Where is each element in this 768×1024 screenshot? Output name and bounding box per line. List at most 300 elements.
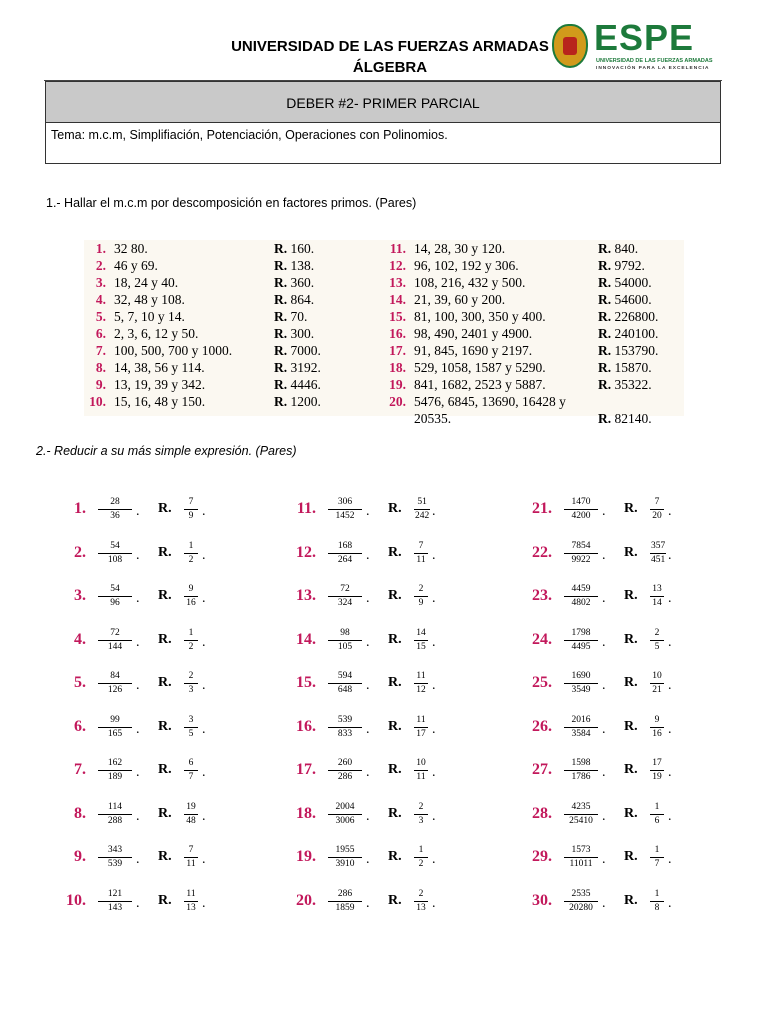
lcm-list-left (84, 240, 384, 410)
fraction-denominator: 9922 (564, 553, 598, 567)
fraction-denominator: 21 (650, 683, 664, 697)
fraction-denominator: 2 (184, 640, 198, 654)
exercise-number: 23. (532, 587, 552, 604)
period: . (136, 721, 140, 737)
exercise-number: 16. (296, 717, 316, 735)
exercise-numbers: 32 80. (114, 241, 148, 256)
fraction-denominator: 11 (414, 770, 428, 784)
fraction-exercise-row (514, 534, 744, 574)
fraction-exercise-row (278, 838, 508, 878)
period: . (432, 591, 436, 606)
answer-label: R. (274, 258, 288, 273)
period: . (136, 808, 140, 824)
fraction-exercise-row (278, 577, 508, 617)
answer-fraction (414, 496, 430, 523)
period: . (432, 852, 436, 867)
question-fraction (98, 627, 132, 654)
answer-fraction (414, 540, 428, 567)
period: . (668, 808, 672, 824)
lcm-exercise-item (384, 342, 684, 359)
period: . (136, 765, 140, 780)
answer-label: R. (274, 326, 288, 341)
period: . (202, 895, 206, 911)
question-fraction (564, 888, 598, 915)
lcm-exercise-item (384, 325, 684, 342)
logo-wordmark: ESPE (594, 17, 695, 58)
fraction-exercise-row (278, 621, 508, 661)
fraction-numerator: 6 (188, 758, 194, 768)
answer-label: R. (274, 241, 288, 256)
exercise-answer: R. 360. (274, 275, 315, 290)
exercise-1-heading: 1.- Hallar el m.c.m por descomposición en factores primos. (Pares) (46, 196, 417, 210)
answer-fraction (184, 496, 198, 523)
fraction-numerator: 14 (416, 627, 426, 638)
fraction-denominator: 13 (414, 901, 428, 915)
period: . (366, 547, 370, 563)
question-fraction (98, 670, 132, 697)
exercise-answer: R. 54600. (598, 292, 652, 307)
fraction-numerator: 306 (337, 497, 353, 507)
answer-label: R. (274, 292, 288, 307)
question-fraction (328, 496, 362, 523)
period: . (136, 895, 140, 911)
exercise-answer: R. 153790. (598, 343, 659, 358)
question-fraction (98, 844, 132, 871)
fraction-numerator: 7 (188, 497, 194, 507)
question-fraction (564, 670, 598, 697)
period: . (202, 547, 206, 563)
question-fraction (564, 714, 598, 741)
answer-label: R. (388, 501, 402, 516)
exercise-answer: R. 82140. (598, 411, 652, 426)
fraction-denominator: 143 (98, 901, 132, 915)
answer-label: R. (274, 394, 288, 409)
answer-label: R. (624, 849, 638, 864)
exercise-number: 12. (296, 543, 316, 561)
period: . (668, 678, 672, 693)
exercise-number: 26. (532, 717, 552, 735)
exercise-number: 20. (389, 394, 406, 409)
period: . (366, 808, 370, 824)
fraction-exercise-grid (48, 490, 738, 930)
lcm-exercise-item (84, 240, 384, 257)
answer-label: R. (624, 762, 638, 777)
exercise-answer: R. 300. (274, 326, 315, 341)
answer-label: R. (624, 675, 638, 690)
exercise-number: 18. (389, 360, 406, 375)
fraction-numerator: 9 (188, 584, 194, 594)
question-fraction (328, 888, 362, 915)
fraction-denominator: 16 (184, 596, 198, 610)
fraction-numerator: 539 (337, 714, 353, 725)
exercise-2-heading: 2.- Reducir a su más simple expresión. (Pares) (36, 444, 297, 458)
question-fraction (564, 844, 598, 871)
fraction-numerator: 2 (418, 801, 424, 812)
fraction-denominator: 3584 (564, 727, 598, 741)
subject-name: ÁLGEBRA (352, 59, 428, 76)
fraction-numerator: 84 (110, 671, 120, 681)
exercise-answer: R. 840. (598, 241, 639, 256)
fraction-exercise-row (278, 664, 508, 704)
fraction-numerator: 1 (188, 540, 194, 551)
fraction-numerator: 72 (110, 627, 120, 638)
period: . (602, 591, 606, 606)
answer-label: R. (624, 718, 638, 734)
lcm-exercise-item (384, 274, 684, 291)
answer-label: R. (274, 360, 288, 375)
fraction-denominator: 3549 (564, 683, 598, 697)
exercise-number: 13. (389, 275, 406, 290)
exercise-number: 8. (95, 360, 106, 375)
exercise-number: 10. (66, 891, 86, 909)
answer-label: R. (388, 892, 402, 908)
answer-label: R. (624, 501, 638, 516)
exercise-answer: R. 160. (274, 241, 315, 256)
answer-fraction (650, 540, 666, 567)
lcm-list-right (384, 240, 684, 427)
fraction-numerator: 121 (107, 888, 123, 899)
header-title-block (190, 36, 590, 78)
exercise-numbers: 32, 48 y 108. (114, 292, 185, 307)
fraction-denominator: 11011 (564, 857, 598, 871)
answer-label: R. (624, 631, 638, 647)
fraction-numerator: 4459 (571, 584, 591, 594)
period: . (602, 895, 606, 911)
period: . (202, 634, 206, 650)
exercise-number: 11. (296, 500, 316, 517)
exercise-answer: R. 240100. (598, 326, 659, 341)
lcm-exercise-item (84, 308, 384, 325)
logo-tagline: INNOVACIÓN PARA LA EXCELENCIA (596, 66, 710, 71)
question-fraction (328, 844, 362, 871)
answer-label: R. (158, 849, 172, 864)
exercise-number: 5. (74, 674, 86, 691)
fraction-exercise-row (48, 664, 278, 704)
exercise-number: 29. (532, 848, 552, 865)
question-fraction (328, 670, 362, 697)
fraction-denominator: 7 (650, 857, 664, 871)
exercise-number: 3. (74, 587, 86, 604)
period: . (432, 721, 436, 737)
period: . (668, 765, 672, 780)
exercise-numbers: 108, 216, 432 y 500. (414, 275, 526, 290)
answer-label: R. (598, 292, 612, 307)
answer-label: R. (624, 588, 638, 603)
answer-label: R. (624, 892, 638, 908)
lcm-exercise-item (84, 325, 384, 342)
fraction-exercise-row (514, 664, 744, 704)
exercise-answer: R. 1200. (274, 394, 321, 409)
fraction-numerator: 1 (654, 888, 660, 899)
period: . (602, 852, 606, 867)
fraction-numerator: 1955 (335, 845, 355, 855)
answer-fraction (414, 583, 428, 610)
fraction-numerator: 3 (188, 714, 194, 725)
answer-fraction (414, 844, 428, 871)
period: . (668, 634, 672, 650)
fraction-denominator: 1452 (328, 509, 362, 523)
answer-fraction (184, 844, 198, 871)
fraction-denominator: 19 (650, 770, 664, 784)
fraction-denominator: 11 (184, 857, 198, 871)
question-fraction (564, 583, 598, 610)
period: . (432, 504, 436, 519)
fraction-exercise-row (514, 882, 744, 922)
exercise-number: 17. (389, 343, 406, 358)
exercise-answer: R. 35322. (598, 377, 652, 392)
exercise-number: 7. (74, 761, 86, 778)
answer-label: R. (388, 805, 402, 821)
fraction-numerator: 1 (654, 801, 660, 812)
fraction-exercise-row (48, 708, 278, 748)
answer-fraction (184, 757, 198, 784)
answer-label: R. (274, 343, 288, 358)
answer-fraction (184, 801, 198, 828)
lcm-exercise-item (84, 376, 384, 393)
period: . (202, 591, 206, 606)
fraction-denominator: 5 (184, 727, 198, 741)
fraction-numerator: 7854 (571, 540, 591, 551)
fraction-denominator: 25410 (564, 814, 598, 828)
question-fraction (564, 801, 598, 828)
period: . (668, 504, 672, 519)
fraction-numerator: 72 (340, 584, 350, 594)
answer-label: R. (598, 258, 612, 273)
answer-label: R. (274, 275, 288, 290)
exercise-numbers: 96, 102, 192 y 306. (414, 258, 519, 273)
exercise-number: 9. (95, 377, 106, 392)
exercise-number: 17. (296, 761, 316, 778)
fraction-numerator: 114 (108, 801, 122, 812)
answer-fraction (650, 670, 664, 697)
fraction-exercise-row (48, 490, 278, 530)
fraction-denominator: 833 (328, 727, 362, 741)
fraction-numerator: 7 (418, 540, 424, 551)
question-fraction (98, 888, 132, 915)
fraction-exercise-row (48, 534, 278, 574)
period: . (602, 547, 606, 563)
lcm-exercise-item (384, 393, 684, 427)
fraction-exercise-row (514, 577, 744, 617)
question-fraction (328, 627, 362, 654)
answer-label: R. (388, 849, 402, 864)
fraction-denominator: 6 (650, 814, 664, 828)
answer-fraction (650, 714, 664, 741)
exercise-number: 27. (532, 761, 552, 778)
fraction-numerator: 98 (340, 627, 350, 638)
exercise-number: 19. (389, 377, 406, 392)
period: . (432, 678, 436, 693)
question-fraction (328, 583, 362, 610)
question-fraction (564, 540, 598, 567)
exercise-number: 1. (95, 241, 106, 256)
exercise-number: 12. (389, 258, 406, 273)
exercise-number: 11. (389, 241, 406, 256)
fraction-exercise-row (278, 534, 508, 574)
fraction-numerator: 2 (188, 671, 194, 681)
answer-fraction (414, 627, 428, 654)
fraction-numerator: 54 (110, 584, 120, 594)
fraction-denominator: 3 (414, 814, 428, 828)
exercise-numbers: 841, 1682, 2523 y 5887. (414, 377, 546, 392)
fraction-denominator: 286 (328, 770, 362, 784)
exercise-numbers: 100, 500, 700 y 1000. (114, 343, 233, 358)
answer-label: R. (158, 631, 172, 647)
answer-label: R. (274, 377, 288, 392)
lcm-exercise-item (84, 342, 384, 359)
answer-label: R. (598, 275, 612, 290)
question-fraction (328, 801, 362, 828)
fraction-denominator: 108 (98, 553, 132, 567)
exercise-number: 8. (74, 804, 86, 822)
fraction-denominator: 165 (98, 727, 132, 741)
fraction-exercise-row (514, 751, 744, 791)
fraction-exercise-row (514, 490, 744, 530)
answer-fraction (650, 627, 664, 654)
answer-label: R. (388, 544, 402, 560)
answer-fraction (414, 801, 428, 828)
lcm-exercise-item (84, 393, 384, 410)
exercise-answer: R. 7000. (274, 343, 321, 358)
fraction-numerator: 11 (416, 671, 426, 681)
period: . (432, 765, 436, 780)
answer-label: R. (598, 241, 612, 256)
period: . (366, 721, 370, 737)
fraction-denominator: 11 (414, 553, 428, 567)
fraction-numerator: 2016 (571, 714, 591, 725)
period: . (602, 634, 606, 650)
answer-label: R. (158, 762, 172, 777)
question-fraction (98, 757, 132, 784)
exercise-number: 6. (95, 326, 106, 341)
exercise-number: 24. (532, 630, 552, 648)
answer-label: R. (388, 762, 402, 777)
exercise-answer: R. 3192. (274, 360, 321, 375)
fraction-denominator: 17 (414, 727, 428, 741)
answer-fraction (184, 583, 198, 610)
exercise-answer: R. 70. (274, 309, 308, 324)
answer-fraction (414, 714, 428, 741)
fraction-denominator: 1859 (328, 901, 362, 915)
period: . (202, 678, 206, 693)
lcm-exercise-item (384, 291, 684, 308)
exercise-number: 4. (95, 292, 106, 307)
fraction-denominator: 2 (414, 857, 428, 871)
period: . (202, 721, 206, 737)
period: . (202, 852, 206, 867)
fraction-denominator: 36 (98, 509, 132, 523)
exercise-answer: R. 15870. (598, 360, 652, 375)
fraction-numerator: 2 (418, 584, 424, 594)
answer-label: R. (158, 588, 172, 603)
fraction-denominator: 105 (328, 640, 362, 654)
answer-fraction (650, 888, 664, 915)
espe-logo (548, 18, 728, 78)
assignment-banner: DEBER #2- PRIMER PARCIAL (45, 81, 721, 123)
period: . (136, 591, 140, 606)
exercise-number: 5. (95, 309, 106, 324)
fraction-exercise-row (514, 838, 744, 878)
fraction-numerator: 260 (337, 758, 353, 768)
fraction-numerator: 1598 (571, 758, 591, 768)
answer-fraction (650, 496, 664, 523)
fraction-numerator: 11 (416, 714, 426, 725)
period: . (602, 504, 606, 519)
period: . (432, 547, 436, 563)
exercise-number: 3. (95, 275, 106, 290)
fraction-denominator: 48 (184, 814, 198, 828)
fraction-exercise-row (278, 708, 508, 748)
period: . (432, 895, 436, 911)
exercise-number: 14. (296, 630, 316, 648)
fraction-numerator: 28 (110, 497, 120, 507)
fraction-numerator: 2535 (571, 888, 591, 899)
fraction-denominator: 126 (98, 683, 132, 697)
answer-label: R. (598, 343, 612, 358)
fraction-denominator: 20280 (564, 901, 598, 915)
lcm-exercise-item (384, 240, 684, 257)
answer-label: R. (388, 588, 402, 603)
answer-fraction (184, 888, 198, 915)
fraction-numerator: 1 (188, 627, 194, 638)
fraction-denominator: 2 (184, 553, 198, 567)
fraction-denominator: 539 (98, 857, 132, 871)
fraction-exercise-row (278, 490, 508, 530)
exercise-number: 25. (532, 674, 552, 691)
answer-label: R. (598, 309, 612, 324)
exercise-answer: R. 226800. (598, 309, 659, 324)
fraction-denominator: 4495 (564, 640, 598, 654)
answer-label: R. (158, 805, 172, 821)
exercise-numbers: 5476, 6845, 13690, 16428 y 20535. (414, 394, 566, 426)
fraction-denominator: 1786 (564, 770, 598, 784)
fraction-denominator: 3006 (328, 814, 362, 828)
question-fraction (98, 496, 132, 523)
answer-label: R. (158, 675, 172, 690)
exercise-numbers: 91, 845, 1690 y 2197. (414, 343, 533, 358)
period: . (602, 765, 606, 780)
lcm-exercise-item (384, 308, 684, 325)
answer-label: R. (274, 309, 288, 324)
answer-label: R. (598, 411, 612, 426)
lcm-exercise-item (384, 257, 684, 274)
fraction-exercise-row (48, 577, 278, 617)
exercise-number: 18. (296, 804, 316, 822)
period: . (602, 721, 606, 737)
period: . (432, 634, 436, 650)
exercise-number: 4. (74, 630, 86, 648)
fraction-exercise-row (48, 882, 278, 922)
answer-label: R. (388, 631, 402, 647)
answer-label: R. (158, 892, 172, 908)
fraction-numerator: 1 (654, 845, 660, 855)
topic-text: Tema: m.c.m, Simplifiación, Potenciación, Operaciones con Polinomios. (51, 128, 448, 142)
fraction-exercise-row (278, 795, 508, 835)
answer-fraction (414, 757, 428, 784)
period: . (366, 504, 370, 519)
fraction-denominator: 12 (414, 683, 428, 697)
exercise-number: 15. (389, 309, 406, 324)
fraction-denominator: 15 (414, 640, 428, 654)
lcm-exercise-item (384, 376, 684, 393)
period: . (668, 852, 672, 867)
fraction-denominator: 4200 (564, 509, 598, 523)
exercise-number: 20. (296, 891, 316, 909)
fraction-numerator: 1798 (571, 627, 591, 638)
exercise-numbers: 18, 24 y 40. (114, 275, 179, 290)
fraction-denominator: 96 (98, 596, 132, 610)
exercise-answer: R. 864. (274, 292, 315, 307)
